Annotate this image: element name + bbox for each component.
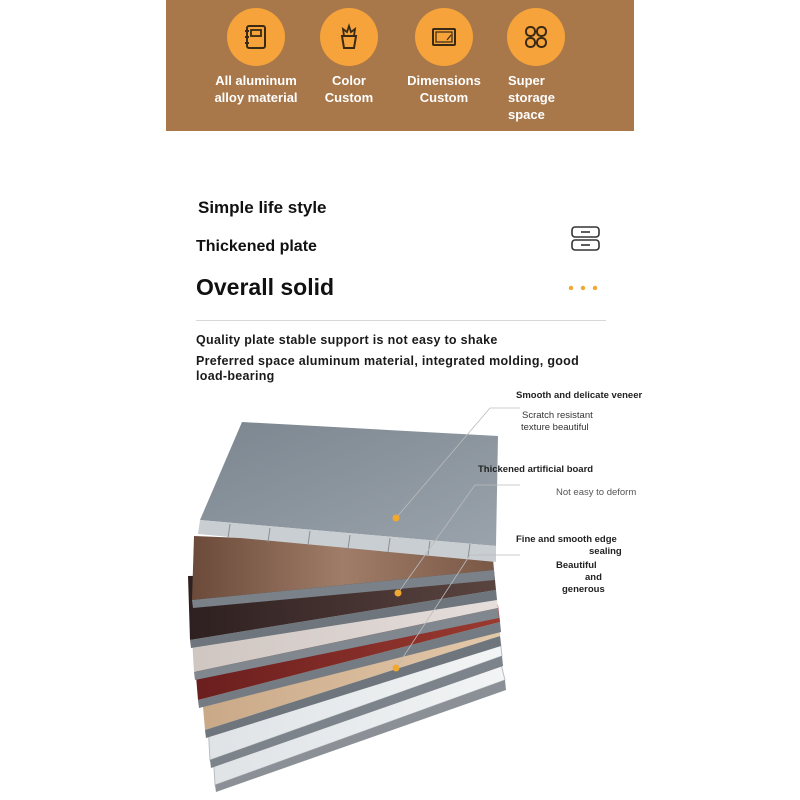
- section-divider: [196, 320, 606, 321]
- annotation-deform: Not easy to deform: [556, 487, 637, 498]
- feature-storage: [486, 8, 586, 123]
- annotation-board: Thickened artificial board: [478, 464, 594, 475]
- feature-dimensions: [394, 8, 494, 106]
- heading-overall-solid: Overall solid: [196, 274, 335, 300]
- drawer-icon: [571, 226, 601, 252]
- feature-color: [299, 8, 399, 106]
- feature-label-line: All aluminum: [215, 73, 297, 88]
- feature-label-line: Custom: [419, 90, 469, 105]
- heading-thickened-plate: Thickened plate: [196, 238, 317, 255]
- frame-icon: [415, 8, 473, 66]
- annotation-edge: Fine and smooth edge: [516, 534, 617, 545]
- annotation-edge: sealing: [589, 546, 622, 557]
- annotation-veneer: Smooth and delicate veneer: [516, 390, 643, 401]
- feature-label-line: Dimensions: [407, 73, 481, 88]
- annotation-beautiful: Beautiful: [556, 560, 597, 571]
- grid-icon: [507, 8, 565, 66]
- heading-simple-life: Simple life style: [198, 198, 327, 217]
- description-line: load-bearing: [196, 369, 275, 383]
- plant-pot-icon: [320, 8, 378, 66]
- dots-icon: [567, 284, 601, 292]
- feature-label-line: Super: [508, 73, 545, 88]
- feature-label-line: storage: [508, 90, 555, 105]
- feature-aluminum: [206, 8, 306, 106]
- feature-label-line: alloy material: [214, 90, 298, 105]
- annotation-scratch: Scratch resistant: [522, 410, 593, 421]
- notebook-icon: [227, 8, 285, 66]
- panel-stack-image: [170, 400, 650, 800]
- feature-label-line: Color: [332, 73, 366, 88]
- feature-label-line: Custom: [324, 90, 374, 105]
- annotation-beautiful: generous: [562, 584, 605, 595]
- description-line: Quality plate stable support is not easy to shake: [196, 333, 498, 347]
- feature-label-line: space: [508, 107, 545, 122]
- feature-banner: [166, 0, 634, 131]
- description-line: Preferred space aluminum material, integrated molding, good: [196, 354, 580, 368]
- annotation-beautiful: and: [585, 572, 602, 583]
- annotation-scratch: texture beautiful: [521, 422, 589, 433]
